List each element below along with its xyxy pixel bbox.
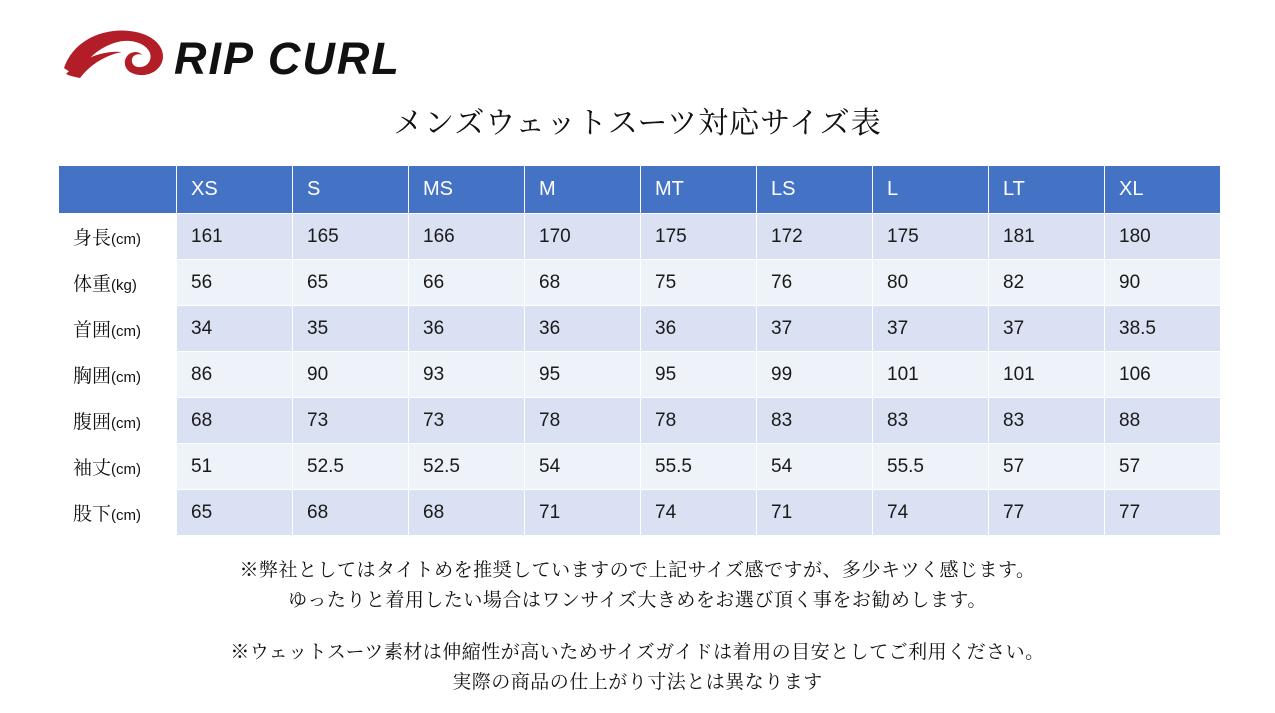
cell: 78 (525, 398, 641, 444)
column-header-ms: MS (409, 166, 525, 214)
cell: 52.5 (409, 444, 525, 490)
notes-section (0, 556, 1275, 698)
cell: 65 (293, 260, 409, 306)
row-label-text: 身長 (73, 228, 112, 249)
cell: 175 (641, 214, 757, 260)
note-line: ※ウェットスーツ素材は伸縮性が高いためサイズガイドは着用の目安としてご利用ください。 (230, 642, 1045, 663)
row-label-text: 腹囲 (73, 412, 112, 433)
row-label-text: 股下 (73, 504, 112, 525)
cell: 172 (757, 214, 873, 260)
cell: 80 (873, 260, 989, 306)
cell: 37 (873, 306, 989, 352)
column-header-lt: LT (989, 166, 1105, 214)
cell: 83 (873, 398, 989, 444)
cell: 51 (177, 444, 293, 490)
note-line: 実際の商品の仕上がり寸法とは異なります (452, 672, 823, 693)
cell: 66 (409, 260, 525, 306)
row-label (59, 444, 177, 490)
cell: 36 (525, 306, 641, 352)
cell: 76 (757, 260, 873, 306)
cell: 165 (293, 214, 409, 260)
cell: 68 (409, 490, 525, 536)
row-label-unit: (cm) (111, 415, 142, 432)
cell: 82 (989, 260, 1105, 306)
cell: 161 (177, 214, 293, 260)
cell: 101 (873, 352, 989, 398)
row-label (59, 398, 177, 444)
table-row (59, 306, 1221, 352)
row-label-unit: (cm) (111, 461, 142, 478)
cell: 95 (641, 352, 757, 398)
cell: 75 (641, 260, 757, 306)
cell: 36 (641, 306, 757, 352)
column-header-ls: LS (757, 166, 873, 214)
row-label-unit: (cm) (111, 323, 142, 340)
cell: 35 (293, 306, 409, 352)
row-label (59, 214, 177, 260)
row-label (59, 260, 177, 306)
row-label (59, 490, 177, 536)
column-header-l: L (873, 166, 989, 214)
table-row (59, 260, 1221, 306)
cell: 83 (989, 398, 1105, 444)
cell: 68 (177, 398, 293, 444)
page-title: メンズウェットスーツ対応サイズ表 (393, 107, 882, 140)
cell: 90 (293, 352, 409, 398)
brand-logo (56, 24, 436, 86)
row-label-unit: (kg) (111, 277, 137, 294)
table-row (59, 490, 1221, 536)
cell: 99 (757, 352, 873, 398)
cell: 166 (409, 214, 525, 260)
cell: 93 (409, 352, 525, 398)
column-header-xs: XS (177, 166, 293, 214)
cell: 37 (757, 306, 873, 352)
table-row (59, 352, 1221, 398)
table-header-row (59, 166, 1221, 214)
row-label-unit: (cm) (111, 231, 142, 248)
brand-wordmark: RIP CURL (174, 33, 401, 84)
cell: 36 (409, 306, 525, 352)
row-label (59, 306, 177, 352)
row-label-text: 体重 (73, 274, 112, 295)
note-line: ゆったりと着用したい場合はワンサイズ大きめをお選び頂く事をお勧めします。 (288, 590, 987, 611)
cell: 71 (757, 490, 873, 536)
cell: 78 (641, 398, 757, 444)
row-label-text: 首囲 (73, 320, 112, 341)
cell: 54 (525, 444, 641, 490)
cell: 90 (1105, 260, 1221, 306)
table-corner-cell (59, 166, 177, 214)
cell: 101 (989, 352, 1105, 398)
cell: 68 (525, 260, 641, 306)
cell: 52.5 (293, 444, 409, 490)
cell: 175 (873, 214, 989, 260)
cell: 77 (989, 490, 1105, 536)
cell: 95 (525, 352, 641, 398)
cell: 106 (1105, 352, 1221, 398)
row-label-text: 胸囲 (73, 366, 112, 387)
note-spacer (0, 616, 1275, 638)
note-line: ※弊社としてはタイトめを推奨していますので上記サイズ感ですが、多少キツく感じます。 (239, 560, 1036, 581)
cell: 57 (1105, 444, 1221, 490)
row-label-unit: (cm) (111, 369, 142, 386)
cell: 86 (177, 352, 293, 398)
cell: 55.5 (641, 444, 757, 490)
cell: 74 (873, 490, 989, 536)
cell: 34 (177, 306, 293, 352)
row-label-unit: (cm) (111, 507, 142, 524)
cell: 71 (525, 490, 641, 536)
column-header-xl: XL (1105, 166, 1221, 214)
table-row (59, 398, 1221, 444)
cell: 65 (177, 490, 293, 536)
rip-curl-wave-icon (56, 24, 436, 86)
row-label-text: 袖丈 (73, 458, 112, 479)
cell: 181 (989, 214, 1105, 260)
table-row (59, 214, 1221, 260)
column-header-s: S (293, 166, 409, 214)
row-label (59, 352, 177, 398)
cell: 57 (989, 444, 1105, 490)
cell: 77 (1105, 490, 1221, 536)
cell: 83 (757, 398, 873, 444)
cell: 73 (409, 398, 525, 444)
cell: 55.5 (873, 444, 989, 490)
table-row (59, 444, 1221, 490)
cell: 37 (989, 306, 1105, 352)
cell: 56 (177, 260, 293, 306)
size-chart-table (58, 165, 1218, 536)
cell: 38.5 (1105, 306, 1221, 352)
cell: 180 (1105, 214, 1221, 260)
cell: 73 (293, 398, 409, 444)
column-header-m: M (525, 166, 641, 214)
cell: 54 (757, 444, 873, 490)
cell: 74 (641, 490, 757, 536)
column-header-mt: MT (641, 166, 757, 214)
cell: 88 (1105, 398, 1221, 444)
cell: 68 (293, 490, 409, 536)
cell: 170 (525, 214, 641, 260)
